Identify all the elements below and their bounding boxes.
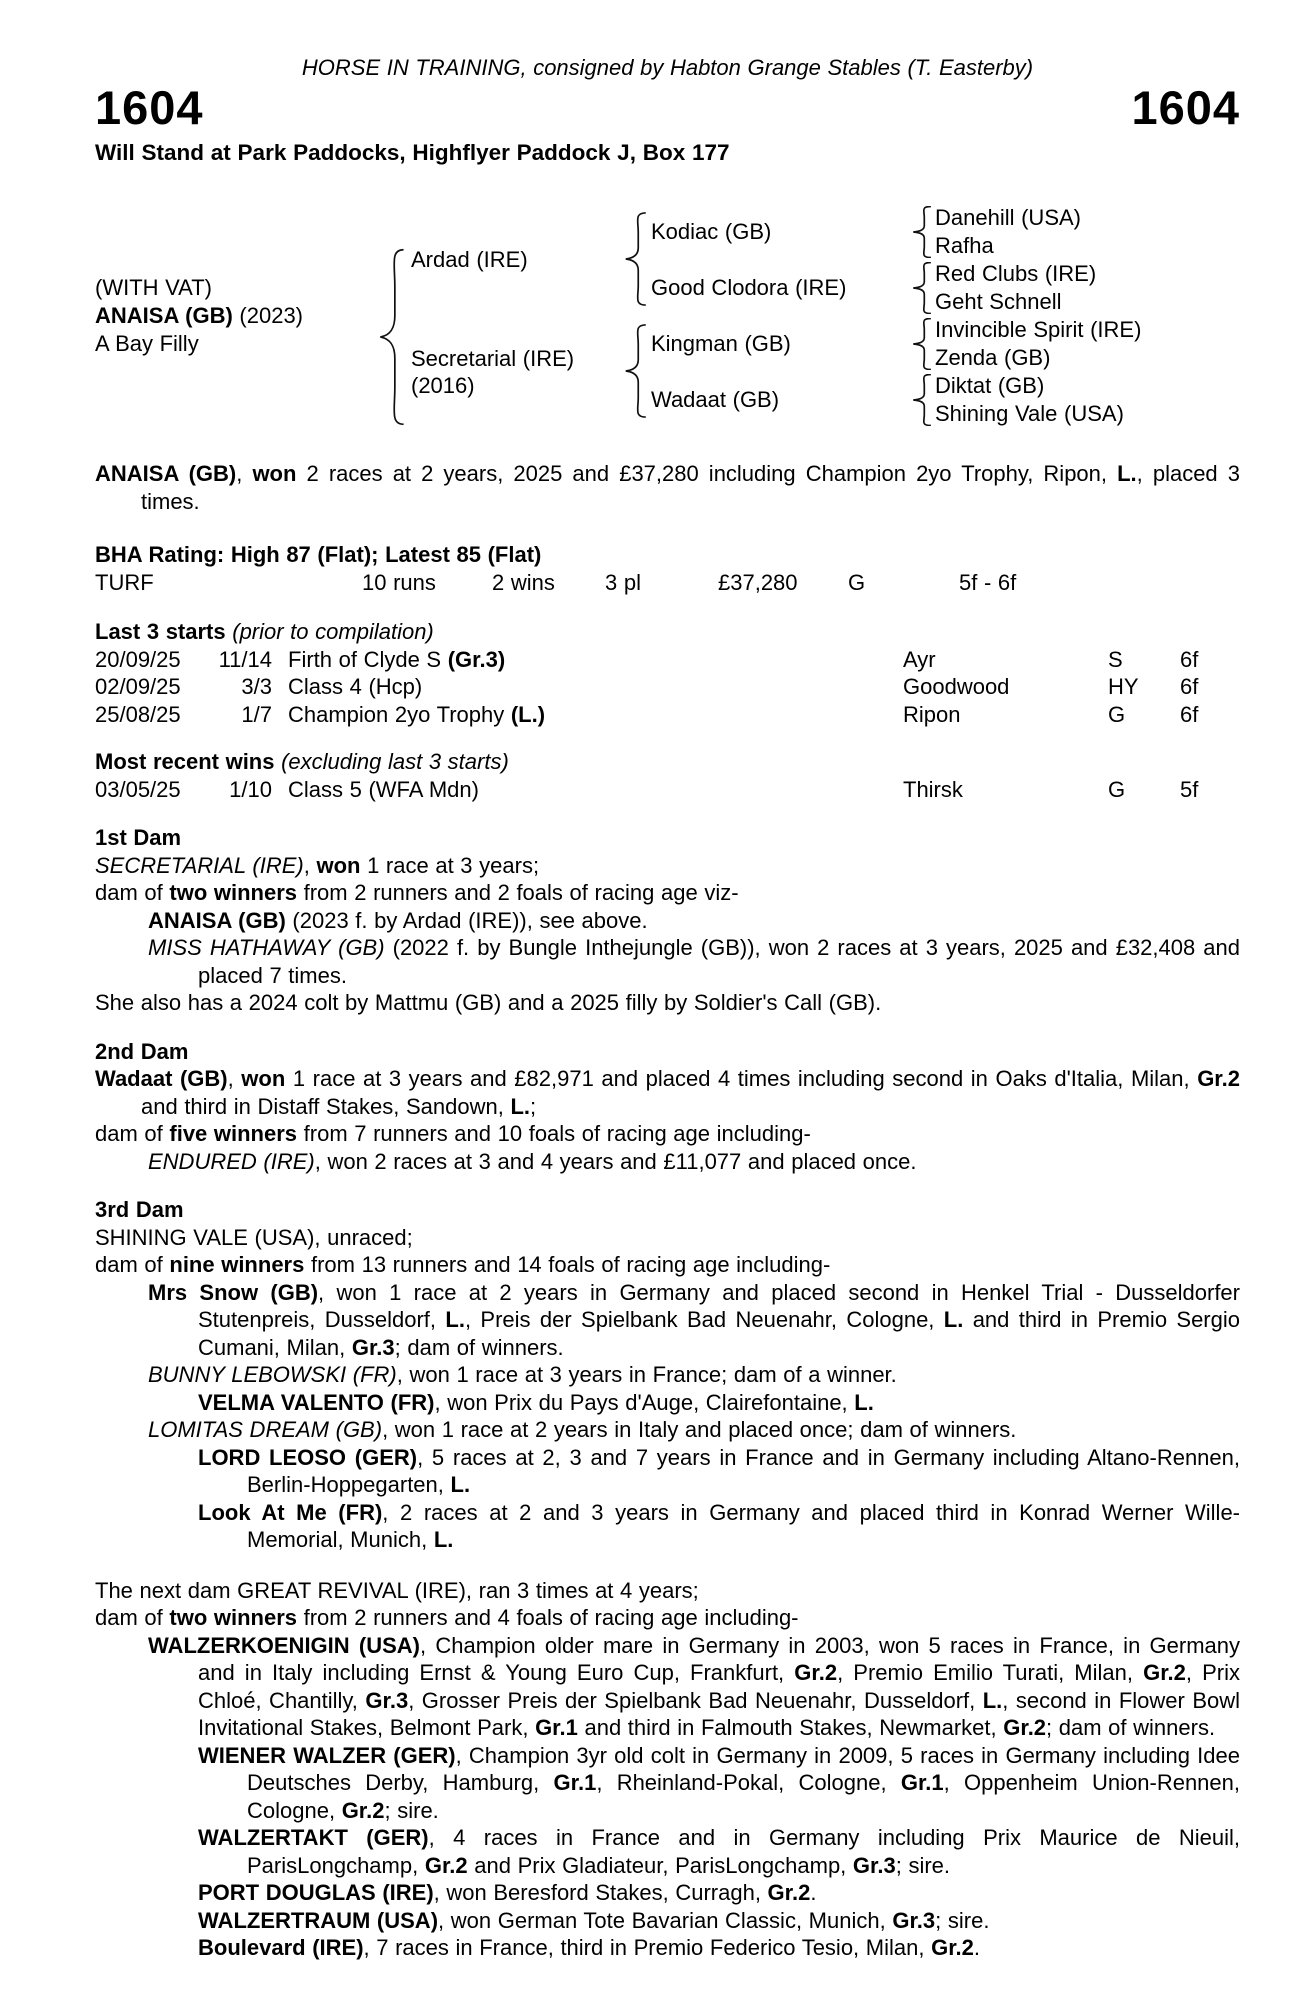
- text-run: .: [810, 1880, 817, 1905]
- text-run: She also has a 2024 colt by Mattmu (GB) and a 2025 filly by Soldier's Call (GB).: [95, 990, 882, 1015]
- going-value: G: [848, 569, 866, 595]
- text-run: WALZERKOENIGIN (USA): [148, 1632, 420, 1658]
- great-grandparent-name: Danehill (USA): [935, 205, 1081, 231]
- race-date: 20/09/25: [95, 646, 181, 672]
- pedigree-paragraph: [95, 1279, 1240, 1362]
- text-run: Gr.3: [365, 1687, 409, 1713]
- text-run: ; sire.: [935, 1907, 990, 1933]
- text-run: ,: [303, 852, 317, 878]
- text-run: Gr.3: [892, 1907, 936, 1933]
- race-row: [95, 701, 1240, 729]
- subject-horse-block: [95, 204, 376, 428]
- earnings-value: £37,280: [718, 569, 798, 595]
- race-position: 1/10: [229, 776, 272, 802]
- pedigree-paragraph: [95, 1224, 1240, 1252]
- great-grandparent-name: Invincible Spirit (IRE): [935, 317, 1142, 343]
- lot-number-row: [95, 80, 1240, 134]
- turf-stats-row: [95, 569, 1240, 597]
- text-run: 1 race at 3 years;: [360, 852, 540, 878]
- great-grandparent-name: Rafha: [935, 233, 994, 259]
- pedigree-paragraph: [95, 879, 1240, 907]
- vat-note: (WITH VAT): [95, 275, 212, 301]
- text-run: The next dam GREAT REVIVAL (IRE), ran 3 times at 4 years;: [95, 1577, 699, 1603]
- stand-location-line: Will Stand at Park Paddocks, Highflyer Paddock J, Box 177: [95, 139, 730, 165]
- second-dam-section: [95, 1038, 1240, 1176]
- text-run: .: [973, 1935, 981, 1960]
- text-run: WALZERTRAUM (USA): [198, 1907, 439, 1933]
- race-going: G: [1108, 776, 1126, 802]
- text-run: ,: [236, 461, 253, 486]
- text-run: PORT DOUGLAS (IRE): [198, 1880, 434, 1905]
- race-distance: 6f: [1180, 674, 1199, 699]
- surface-label: TURF: [95, 569, 154, 595]
- text-run: Champion 2yo Trophy: [288, 701, 511, 727]
- pedigree-paragraph: [95, 1632, 1240, 1742]
- text-run: L.: [982, 1687, 1003, 1713]
- race-name: [272, 701, 903, 729]
- text-run: ENDURED (IRE): [148, 1148, 315, 1174]
- dam-name: Secretarial (IRE) (2016): [411, 345, 575, 398]
- race-course: Goodwood: [903, 674, 1010, 699]
- pedigree-paragraph: [95, 1604, 1240, 1632]
- text-run: Gr.2: [341, 1797, 385, 1823]
- text-run: from 7 runners and 10 foals of racing age including-: [297, 1121, 811, 1146]
- text-run: and third in Premio Sergio Cumani, Milan,: [198, 1307, 1240, 1360]
- race-date: 25/08/25: [95, 701, 181, 727]
- dam-paragraphs: [95, 1065, 1240, 1175]
- consignor-line: HORSE IN TRAINING, consigned by Habton Grange Stables (T. Easterby): [301, 55, 1034, 80]
- text-run: L.: [943, 1307, 964, 1332]
- pedigree-brace-gg3: [910, 316, 935, 372]
- race-course: Ayr: [903, 646, 936, 672]
- text-run: Mrs Snow (GB): [148, 1279, 319, 1305]
- race-position: 1/7: [241, 701, 272, 727]
- next-dam-section: [95, 1577, 1240, 1962]
- text-run: ; sire.: [895, 1852, 951, 1878]
- text-run: Gr.2: [931, 1935, 974, 1960]
- race-going: HY: [1108, 674, 1139, 699]
- text-run: MISS HATHAWAY (GB): [148, 935, 385, 960]
- text-run: won: [252, 461, 297, 486]
- pedigree-paragraph: [95, 1824, 1240, 1879]
- text-run: Gr.3: [351, 1334, 395, 1360]
- text-run: Look At Me (FR): [198, 1499, 383, 1525]
- first-dam-section: [95, 824, 1240, 1017]
- text-run: , 2 races at 2 and 3 years in Germany and placed third in Konrad Werner Wille-Memorial, Munich,: [247, 1499, 1240, 1552]
- text-run: , Premio Emilio Turati, Milan,: [837, 1660, 1144, 1685]
- pedigree-paragraph: [95, 1879, 1240, 1907]
- subject-horse-description: A Bay Filly: [95, 331, 199, 357]
- text-run: Class 5 (WFA Mdn): [288, 776, 479, 802]
- text-run: SHINING VALE (USA), unraced;: [95, 1224, 413, 1250]
- pedigree-brace-gg2: [910, 260, 935, 316]
- text-run: L.: [1117, 461, 1137, 486]
- text-run: , won 2 races at 3 and 4 years and £11,077 and placed once.: [314, 1148, 917, 1174]
- text-run: dam of: [95, 1605, 170, 1630]
- sire-dam-name: Good Clodora (IRE): [651, 275, 847, 301]
- text-run: LOMITAS DREAM (GB): [148, 1417, 383, 1442]
- text-run: SECRETARIAL (IRE): [95, 852, 304, 878]
- pedigree-paragraph: [95, 1148, 1240, 1176]
- pedigree-paragraph: [95, 989, 1240, 1017]
- text-run: dam of: [95, 880, 170, 905]
- text-run: Firth of Clyde S: [288, 646, 448, 672]
- pedigree-paragraph: [95, 852, 1240, 880]
- dam-heading: 1st Dam: [95, 825, 182, 850]
- dam-paragraphs: [95, 852, 1240, 1017]
- great-grandparent-name: Geht Schnell: [935, 289, 1062, 315]
- race-name: [272, 646, 903, 674]
- text-run: Gr.1: [553, 1770, 597, 1795]
- text-run: 2 races at 2 years, 2025 and £37,280 including Champion 2yo Trophy, Ripon,: [296, 461, 1118, 486]
- text-run: Boulevard (IRE): [198, 1935, 364, 1960]
- sire-sire-name: Kodiac (GB): [651, 219, 772, 245]
- text-run: ; sire.: [384, 1797, 439, 1823]
- great-grandparent-name: Red Clubs (IRE): [935, 261, 1097, 287]
- text-run: and third in Distaff Stakes, Sandown,: [141, 1093, 511, 1119]
- text-run: L.: [445, 1307, 465, 1332]
- dam-heading: 2nd Dam: [95, 1038, 189, 1064]
- text-run: Gr.1: [535, 1715, 578, 1740]
- pedigree-brace-gg4: [910, 372, 935, 428]
- dam-heading: 3rd Dam: [95, 1197, 184, 1222]
- text-run: two winners: [169, 1605, 297, 1630]
- text-run: L.: [854, 1389, 874, 1415]
- text-run: , Preis der Spielbank Bad Neuenahr, Cologne,: [464, 1307, 944, 1332]
- race-date: 02/09/25: [95, 674, 181, 699]
- distance-value: 5f - 6f: [959, 569, 1017, 595]
- text-run: , won 1 race at 3 years in France; dam of a winner.: [396, 1362, 897, 1387]
- recent-wins-heading: Most recent wins (excluding last 3 starts): [95, 749, 509, 774]
- pedigree-paragraph: [95, 934, 1240, 989]
- pedigree-paragraph: [95, 1444, 1240, 1499]
- text-run: nine winners: [169, 1252, 305, 1277]
- text-run: LORD LEOSO (GER): [198, 1444, 418, 1470]
- text-run: WALZERTAKT (GER): [198, 1825, 429, 1850]
- text-run: Gr.2: [1143, 1660, 1186, 1685]
- pedigree-brace-main: [376, 204, 411, 428]
- pedigree-paragraph: [95, 1361, 1240, 1389]
- pedigree-paragraph: [95, 1389, 1240, 1417]
- text-run: ; dam of winners.: [394, 1334, 564, 1360]
- race-course: Thirsk: [903, 776, 963, 802]
- text-run: L.: [510, 1093, 531, 1119]
- bha-rating-line: BHA Rating: High 87 (Flat); Latest 85 (Flat): [95, 542, 542, 567]
- text-run: , won Beresford Stakes, Curragh,: [433, 1880, 768, 1905]
- race-position: 3/3: [241, 674, 272, 699]
- text-run: , Rheinland-Pokal, Cologne,: [596, 1770, 901, 1795]
- pedigree-paragraph: [95, 907, 1240, 935]
- text-run: , won German Tote Bavarian Classic, Munich,: [438, 1907, 893, 1933]
- race-name: [272, 776, 903, 804]
- text-run: dam of: [95, 1252, 170, 1277]
- text-run: , won 1 race at 2 years in Germany and placed second in Henkel Trial - Dusseldorfer Stutenpreis, Dusseldorf,: [198, 1279, 1240, 1332]
- text-run: Gr.1: [900, 1770, 944, 1795]
- pedigree-paragraph: [95, 1742, 1240, 1825]
- great-grandparent-name: Shining Vale (USA): [935, 401, 1124, 427]
- placed-value: 3 pl: [605, 569, 641, 595]
- text-run: Gr.3: [852, 1852, 896, 1878]
- race-name: [272, 673, 903, 701]
- lot-number-right: 1604: [1131, 80, 1240, 134]
- text-run: won: [241, 1066, 286, 1091]
- runs-value: 10 runs: [362, 569, 436, 595]
- race-date: 03/05/25: [95, 776, 181, 802]
- race-distance: 6f: [1180, 646, 1199, 672]
- race-record-summary: [95, 460, 1240, 515]
- dam-paragraphs: [95, 1224, 1240, 1554]
- text-run: L.: [433, 1527, 454, 1552]
- text-run: (2022 f. by Bungle Inthejungle (GB)), won 2 races at 3 years, 2025 and £32,408 and placed 7 times.: [198, 935, 1240, 988]
- pedigree-paragraph: [95, 1907, 1240, 1935]
- text-run: , won 1 race at 2 years in Italy and placed once; dam of winners.: [382, 1417, 1017, 1442]
- pedigree-paragraph: [95, 1065, 1240, 1120]
- text-run: ,: [227, 1066, 242, 1091]
- pedigree-brace-dam: [622, 316, 651, 428]
- race-distance: 6f: [1180, 701, 1199, 727]
- text-run: ANAISA (GB): [148, 907, 286, 933]
- last3-heading: Last 3 starts (prior to compilation): [95, 619, 434, 644]
- dam-paragraphs: [95, 1577, 1240, 1962]
- text-run: (Gr.3): [447, 646, 506, 672]
- text-run: BUNNY LEBOWSKI (FR): [148, 1362, 397, 1387]
- text-run: two winners: [169, 880, 297, 905]
- text-run: 1 race at 3 years and £82,971 and placed 4 times including second in Oaks d'Italia, Milan,: [285, 1066, 1198, 1091]
- text-run: , Grosser Preis der Spielbank Bad Neuenahr, Dusseldorf,: [408, 1687, 983, 1713]
- pedigree-paragraph: [95, 1499, 1240, 1554]
- lot-number-left: 1604: [95, 80, 204, 134]
- text-run: , won Prix du Pays d'Auge, Clairefontaine,: [434, 1389, 855, 1415]
- great-grandparent-name: Diktat (GB): [935, 373, 1045, 399]
- great-grandparent-name: Zenda (GB): [935, 345, 1051, 371]
- pedigree-chart: [95, 204, 1240, 428]
- text-run: Gr.2: [767, 1880, 811, 1905]
- text-run: ;: [530, 1093, 537, 1119]
- text-run: and Prix Gladiateur, ParisLongchamp,: [467, 1852, 853, 1878]
- third-dam-section: [95, 1196, 1240, 1554]
- text-run: won: [316, 852, 361, 878]
- text-run: L.: [450, 1472, 471, 1497]
- text-run: and third in Falmouth Stakes, Newmarket,: [577, 1715, 1004, 1740]
- text-run: , 4 races in France and in Germany including Prix Maurice de Nieuil, ParisLongchamp,: [247, 1825, 1240, 1878]
- text-run: , Oppenheim Union-Rennen, Cologne,: [247, 1770, 1241, 1823]
- text-run: from 13 runners and 14 foals of racing age including-: [304, 1252, 831, 1277]
- dam-sire-name: Kingman (GB): [651, 331, 791, 357]
- text-run: , second in Flower Bowl Invitational Stakes, Belmont Park,: [198, 1687, 1240, 1740]
- pedigree-paragraph: [95, 1120, 1240, 1148]
- race-distance: 5f: [1180, 776, 1199, 802]
- race-position: 11/14: [218, 646, 272, 672]
- text-run: , Champion 3yr old colt in Germany in 2009, 5 races in Germany including Idee Deutsches Derby, Hamburg,: [247, 1742, 1240, 1795]
- race-course: Ripon: [903, 701, 961, 727]
- race-going: G: [1108, 701, 1126, 727]
- text-run: , 5 races at 2, 3 and 7 years in France and in Germany including Altano-Rennen, Berlin-Hoppegarten,: [247, 1444, 1240, 1497]
- text-run: dam of: [95, 1121, 170, 1146]
- text-run: (L.): [510, 701, 546, 727]
- pedigree-brace-gg1: [910, 204, 935, 260]
- text-run: VELMA VALENTO (FR): [198, 1389, 435, 1415]
- text-run: WIENER WALZER (GER): [198, 1742, 456, 1768]
- subject-horse-name: ANAISA (GB) (2023): [95, 303, 304, 329]
- pedigree-paragraph: [95, 1416, 1240, 1444]
- pedigree-paragraph: [95, 1251, 1240, 1279]
- pedigree-brace-sire: [622, 204, 651, 316]
- text-run: , Champion older mare in Germany in 2003, won 5 races in France, in Germany and in Italy including Ernst & Young Euro Cup, Frankfurt,: [198, 1632, 1240, 1685]
- dam-dam-name: Wadaat (GB): [651, 387, 780, 413]
- text-run: five winners: [169, 1121, 298, 1146]
- text-run: Wadaat (GB): [95, 1066, 228, 1091]
- text-run: Gr.2: [424, 1852, 468, 1878]
- pedigree-paragraph: [95, 1577, 1240, 1605]
- text-run: ANAISA (GB): [95, 461, 237, 486]
- text-run: Gr.2: [1197, 1066, 1240, 1091]
- wins-value: 2 wins: [492, 569, 555, 595]
- pedigree-paragraph: [95, 1934, 1240, 1962]
- race-row: [95, 776, 1240, 804]
- text-run: , 7 races in France, third in Premio Federico Tesio, Milan,: [363, 1935, 932, 1960]
- text-run: ; dam of winners.: [1046, 1715, 1216, 1740]
- text-run: Gr.2: [1003, 1715, 1047, 1740]
- sire-name: Ardad (IRE): [411, 247, 528, 273]
- text-run: from 2 runners and 2 foals of racing age viz-: [297, 880, 739, 905]
- text-run: , Prix Chloé, Chantilly,: [198, 1660, 1241, 1713]
- race-row: [95, 673, 1240, 701]
- text-run: , placed 3 times.: [141, 461, 1240, 514]
- text-run: from 2 runners and 4 foals of racing age including-: [297, 1605, 799, 1630]
- race-row: [95, 646, 1240, 674]
- text-run: (2023 f. by Ardad (IRE)), see above.: [285, 907, 648, 933]
- text-run: Gr.2: [794, 1660, 838, 1685]
- text-run: Class 4 (Hcp): [288, 674, 423, 699]
- race-going: S: [1108, 646, 1123, 672]
